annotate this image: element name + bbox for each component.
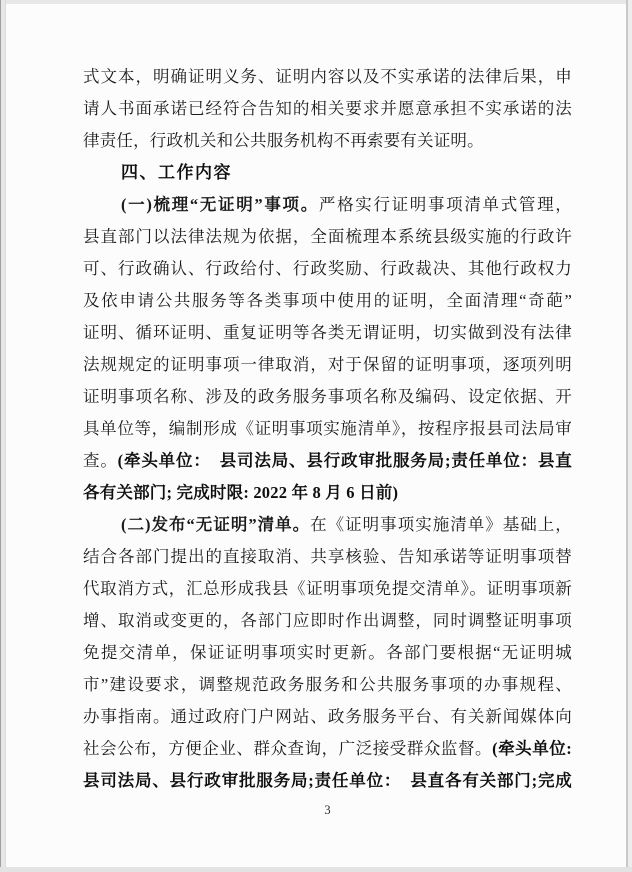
text-line (83, 413, 572, 445)
text-line (83, 317, 572, 349)
text-segment: 证明、循环证明、重复证明等各类无谓证明，切实做到没有法律 (83, 323, 572, 342)
text-line (83, 253, 572, 285)
text-segment: 增、取消或变更的，各部门应即时作出调整，同时调整证明事项 (83, 611, 572, 630)
text-segment: 具单位等，编制形成《证明事项实施清单》，按程序报县司法局审 (83, 419, 572, 438)
text-line (83, 541, 572, 573)
text-line (83, 733, 572, 765)
text-segment: 律责任，行政机关和公共服务机构不再索要有关证明。 (83, 131, 484, 150)
text-segment: 办事指南。通过政府门户网站、政务服务平台、有关新闻媒体向 (83, 707, 572, 726)
bold-text-segment: 各有关部门; 完成时限: 2022 年 8 月 6 日前) (83, 483, 399, 502)
text-line (83, 93, 572, 125)
bold-text-segment: (牵头单位: (492, 739, 572, 758)
text-line (83, 477, 572, 509)
text-segment: 及依申请公共服务等各类事项中使用的证明，全面清理“奇葩” (83, 291, 572, 310)
text-line (83, 349, 572, 381)
item-title-segment: (二)发布“无证明”清单。 (121, 515, 311, 534)
text-line (83, 381, 572, 413)
text-line (83, 605, 572, 637)
section-heading (83, 157, 572, 189)
text-line (83, 637, 572, 669)
text-line (83, 445, 572, 477)
text-line (83, 701, 572, 733)
text-line (83, 285, 572, 317)
scan-edge-left-line (5, 0, 6, 872)
text-line (83, 221, 572, 253)
text-line (83, 669, 572, 701)
text-segment: 请人书面承诺已经符合告知的相关要求并愿意承担不实承诺的法 (83, 99, 572, 118)
document-body (83, 61, 572, 797)
text-segment: 四、工作内容 (121, 163, 232, 182)
text-segment: 严格实行证明事项清单式管理， (318, 195, 572, 214)
text-segment: 代取消方式，汇总形成我县《证明事项免提交清单》。证明事项新 (83, 579, 572, 598)
text-segment: 结合各部门提出的直接取消、共享核验、告知承诺等证明事项替 (83, 547, 572, 566)
scan-edge-top (0, 0, 632, 4)
bold-text-segment: 县司法局、县行政审批服务局;责任单位： 县直各有关部门;完成 (83, 771, 572, 790)
text-segment: 证明事项名称、涉及的政务服务事项名称及编码、设定依据、开 (83, 387, 572, 406)
text-segment: 社会公布，方便企业、群众查询，广泛接受群众监督。 (83, 739, 493, 758)
text-segment: 查。 (83, 451, 118, 470)
scan-edge-right (628, 0, 632, 872)
text-line (83, 509, 572, 541)
bold-text-segment: (牵头单位： 县司法局、县行政审批服务局;责任单位：县直 (117, 451, 572, 470)
text-line (83, 189, 572, 221)
item-title-segment: (一)梳理“无证明”事项。 (121, 195, 319, 214)
scan-edge-bottom (0, 867, 632, 872)
page-number: 3 (324, 803, 331, 817)
text-segment: 式文本，明确证明义务、证明内容以及不实承诺的法律后果，申 (83, 67, 572, 86)
text-line (83, 61, 572, 93)
text-line (83, 125, 572, 157)
text-segment: 可、行政确认、行政给付、行政奖励、行政裁决、其他行政权力 (83, 259, 572, 278)
text-segment: 市”建设要求，调整规范政务服务和公共服务事项的办事规程、 (83, 675, 572, 694)
text-segment: 在《证明事项实施清单》基础上， (310, 515, 572, 534)
text-segment: 法规规定的证明事项一律取消，对于保留的证明事项，逐项列明 (83, 355, 572, 374)
text-segment: 免提交清单，保证证明事项实时更新。各部门要根据“无证明城 (83, 643, 572, 662)
text-line (83, 765, 572, 797)
text-segment: 县直部门以法律法规为依据，全面梳理本系统县级实施的行政许 (83, 227, 572, 246)
text-line (83, 573, 572, 605)
